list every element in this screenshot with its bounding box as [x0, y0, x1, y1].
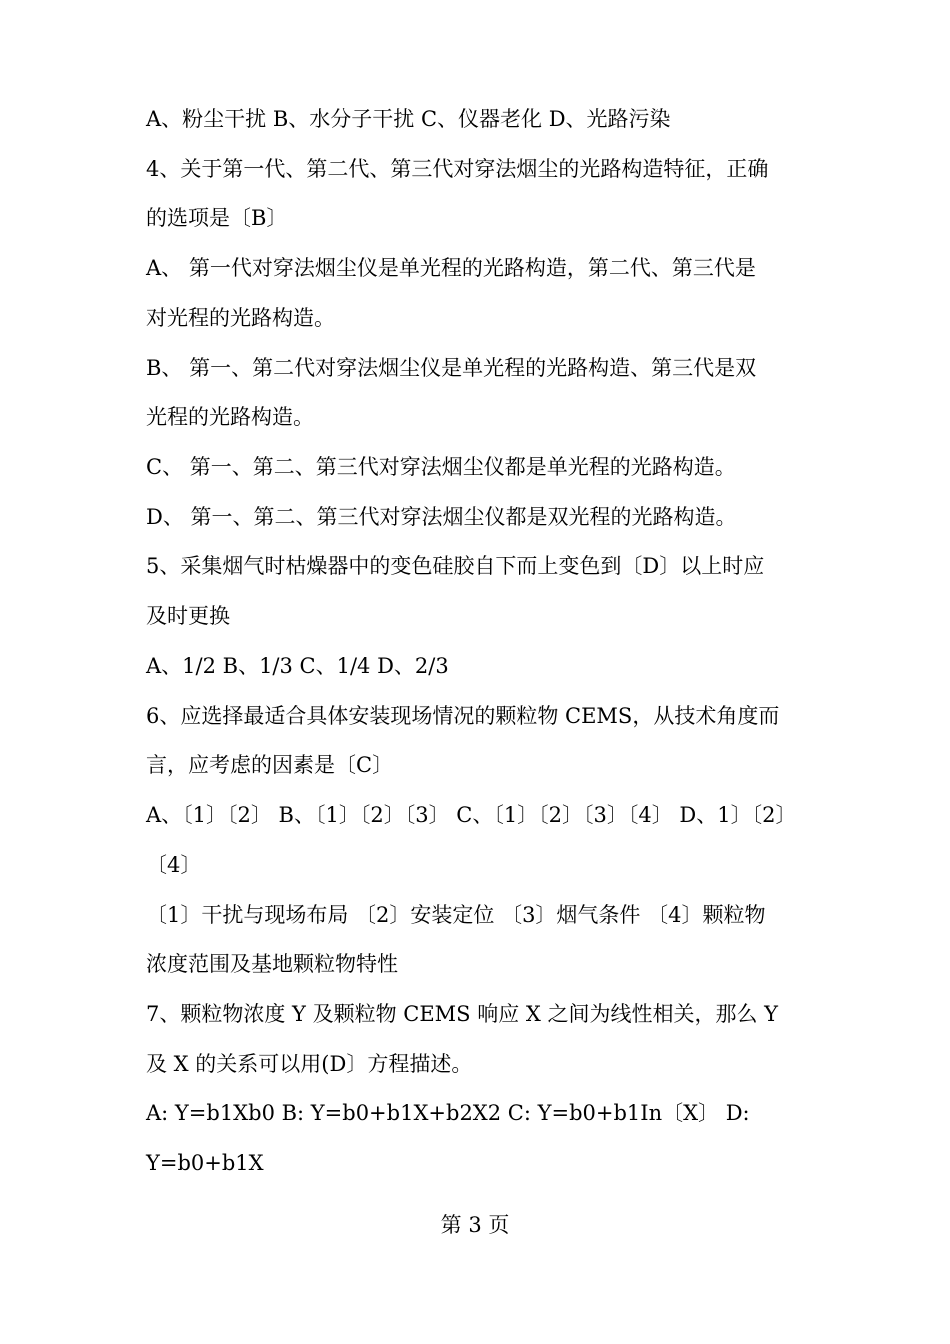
text-line: 〔4〕: [146, 853, 202, 877]
text-line: A: Y=b1Xb0 B: Y=b0+b1X+b2X2 C: Y=b0+b1In〔X〕 D:: [146, 1101, 750, 1125]
text-line: 〔1〕干扰与现场布局 〔2〕安装定位 〔3〕烟气条件 〔4〕颗粒物: [146, 903, 766, 927]
text-line: A、〔1〕〔2〕 B、〔1〕〔2〕〔3〕 C、〔1〕〔2〕〔3〕〔4〕 D、1〕〔2〕: [146, 803, 797, 827]
text-line: A、粉尘干扰 B、水分子干扰 C、仪器老化 D、光路污染: [146, 107, 671, 131]
text-line: 及 X 的关系可以用(D〕方程描述。: [146, 1052, 473, 1076]
text-line: 的选项是〔B〕: [146, 206, 288, 230]
text-line: D、 第一、第二、第三代对穿法烟尘仪都是双光程的光路构造。: [146, 505, 737, 529]
text-line: 对光程的光路构造。: [146, 306, 335, 330]
page-number: 第 3 页: [440, 1213, 510, 1237]
text-line: 6、应选择最适合具体安装现场情况的颗粒物 CEMS，从技术角度而: [146, 704, 780, 728]
text-line: A、 第一代对穿法烟尘仪是单光程的光路构造，第二代、第三代是: [146, 256, 756, 280]
text-line: 浓度范围及基地颗粒物特性: [146, 952, 398, 976]
text-line: 及时更换: [146, 604, 230, 628]
text-line: 7、颗粒物浓度 Y 及颗粒物 CEMS 响应 X 之间为线性相关，那么 Y: [146, 1002, 779, 1026]
text-line: 光程的光路构造。: [146, 405, 314, 429]
text-line: 4、关于第一代、第二代、第三代对穿法烟尘的光路构造特征，正确: [146, 157, 769, 181]
text-line: C、 第一、第二、第三代对穿法烟尘仪都是单光程的光路构造。: [146, 455, 736, 479]
text-line: B、 第一、第二代对穿法烟尘仪是单光程的光路构造、第三代是双: [146, 356, 757, 380]
text-line: 5、采集烟气时枯燥器中的变色硅胶自下而上变色到〔D〕以上时应: [146, 554, 765, 578]
text-line: Y=b0+b1X: [146, 1151, 264, 1175]
text-line: A、1/2 B、1/3 C、1/4 D、2/3: [146, 654, 449, 678]
text-line: 言，应考虑的因素是〔C〕: [146, 753, 394, 777]
